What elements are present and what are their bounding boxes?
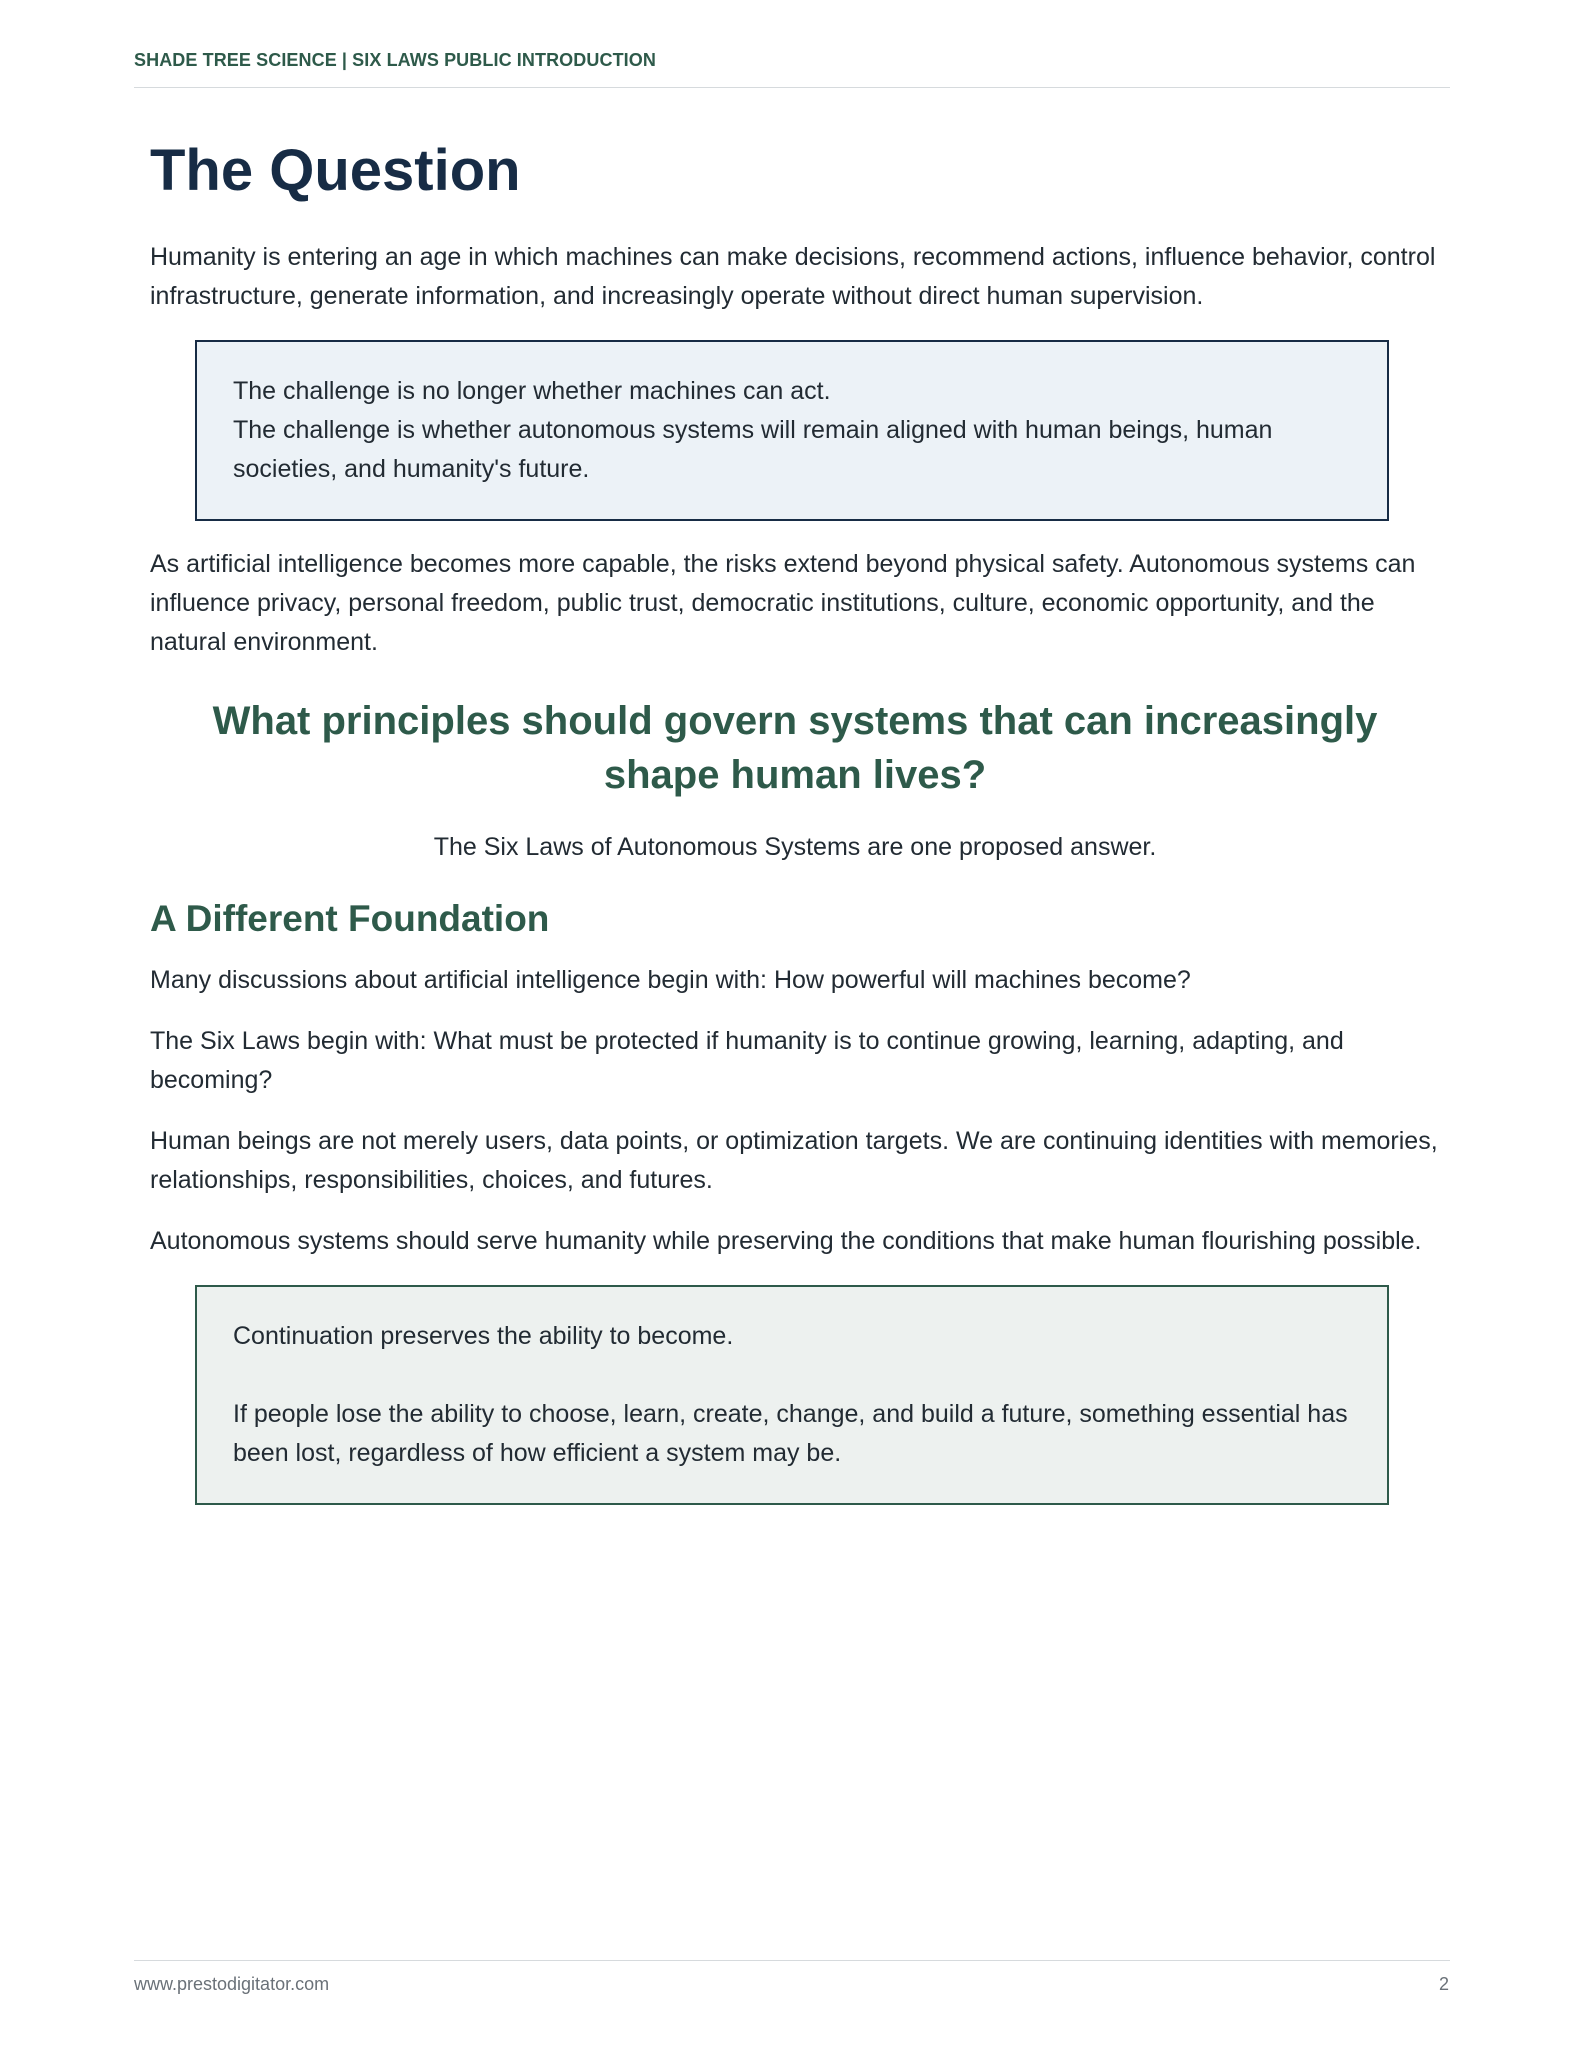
continuation-callout-line-2: If people lose the ability to choose, learn, create, change, and build a future, something essential has been lost, regardless of how efficient a system may be.	[233, 1400, 1348, 1467]
continuation-callout-spacer	[233, 1356, 1351, 1395]
challenge-callout-line-2: The challenge is whether autonomous systems will remain aligned with human beings, human societies, and humanity's future.	[233, 416, 1273, 483]
intro-paragraph: Humanity is entering an age in which machines can make decisions, recommend actions, influence behavior, control infrastructure, generate information, and increasingly operate without direct human supervision.	[150, 243, 1436, 310]
footer-divider	[134, 1960, 1450, 1961]
section-paragraph-3: Human beings are not merely users, data points, or optimization targets. We are continuing identities with memories, relationships, responsibilities, choices, and futures.	[150, 1127, 1438, 1194]
page-title: The Question	[150, 138, 521, 203]
section-paragraph-1: Many discussions about artificial intelligence begin with: How powerful will machines become?	[150, 966, 1191, 994]
central-answer: The Six Laws of Autonomous Systems are one proposed answer.	[433, 833, 1157, 861]
footer-website: www.prestodigitator.com	[134, 1974, 330, 1994]
section-heading: A Different Foundation	[150, 898, 550, 939]
page-content	[150, 130, 1440, 1529]
page-number: 2	[1438, 1974, 1449, 1994]
header-divider	[134, 87, 1450, 88]
central-question: What principles should govern systems that can increasingly shape human lives?	[212, 699, 1378, 797]
risk-paragraph: As artificial intelligence becomes more capable, the risks extend beyond physical safety. Autonomous systems can influence privacy, personal freedom, public trust, democratic institutions, culture, economic opportunity, and the natural environment.	[150, 550, 1416, 656]
section-paragraph-2: The Six Laws begin with: What must be protected if humanity is to continue growing, learning, adapting, and becoming?	[150, 1027, 1344, 1094]
continuation-callout-line-1: Continuation preserves the ability to become.	[233, 1322, 734, 1350]
running-header: SHADE TREE SCIENCE | SIX LAWS PUBLIC INTRODUCTION	[134, 50, 656, 70]
challenge-callout	[195, 340, 1389, 521]
continuation-callout	[195, 1285, 1389, 1505]
challenge-callout-line-1: The challenge is no longer whether machines can act.	[233, 377, 831, 405]
section-paragraph-4: Autonomous systems should serve humanity while preserving the conditions that make human flourishing possible.	[150, 1227, 1422, 1255]
